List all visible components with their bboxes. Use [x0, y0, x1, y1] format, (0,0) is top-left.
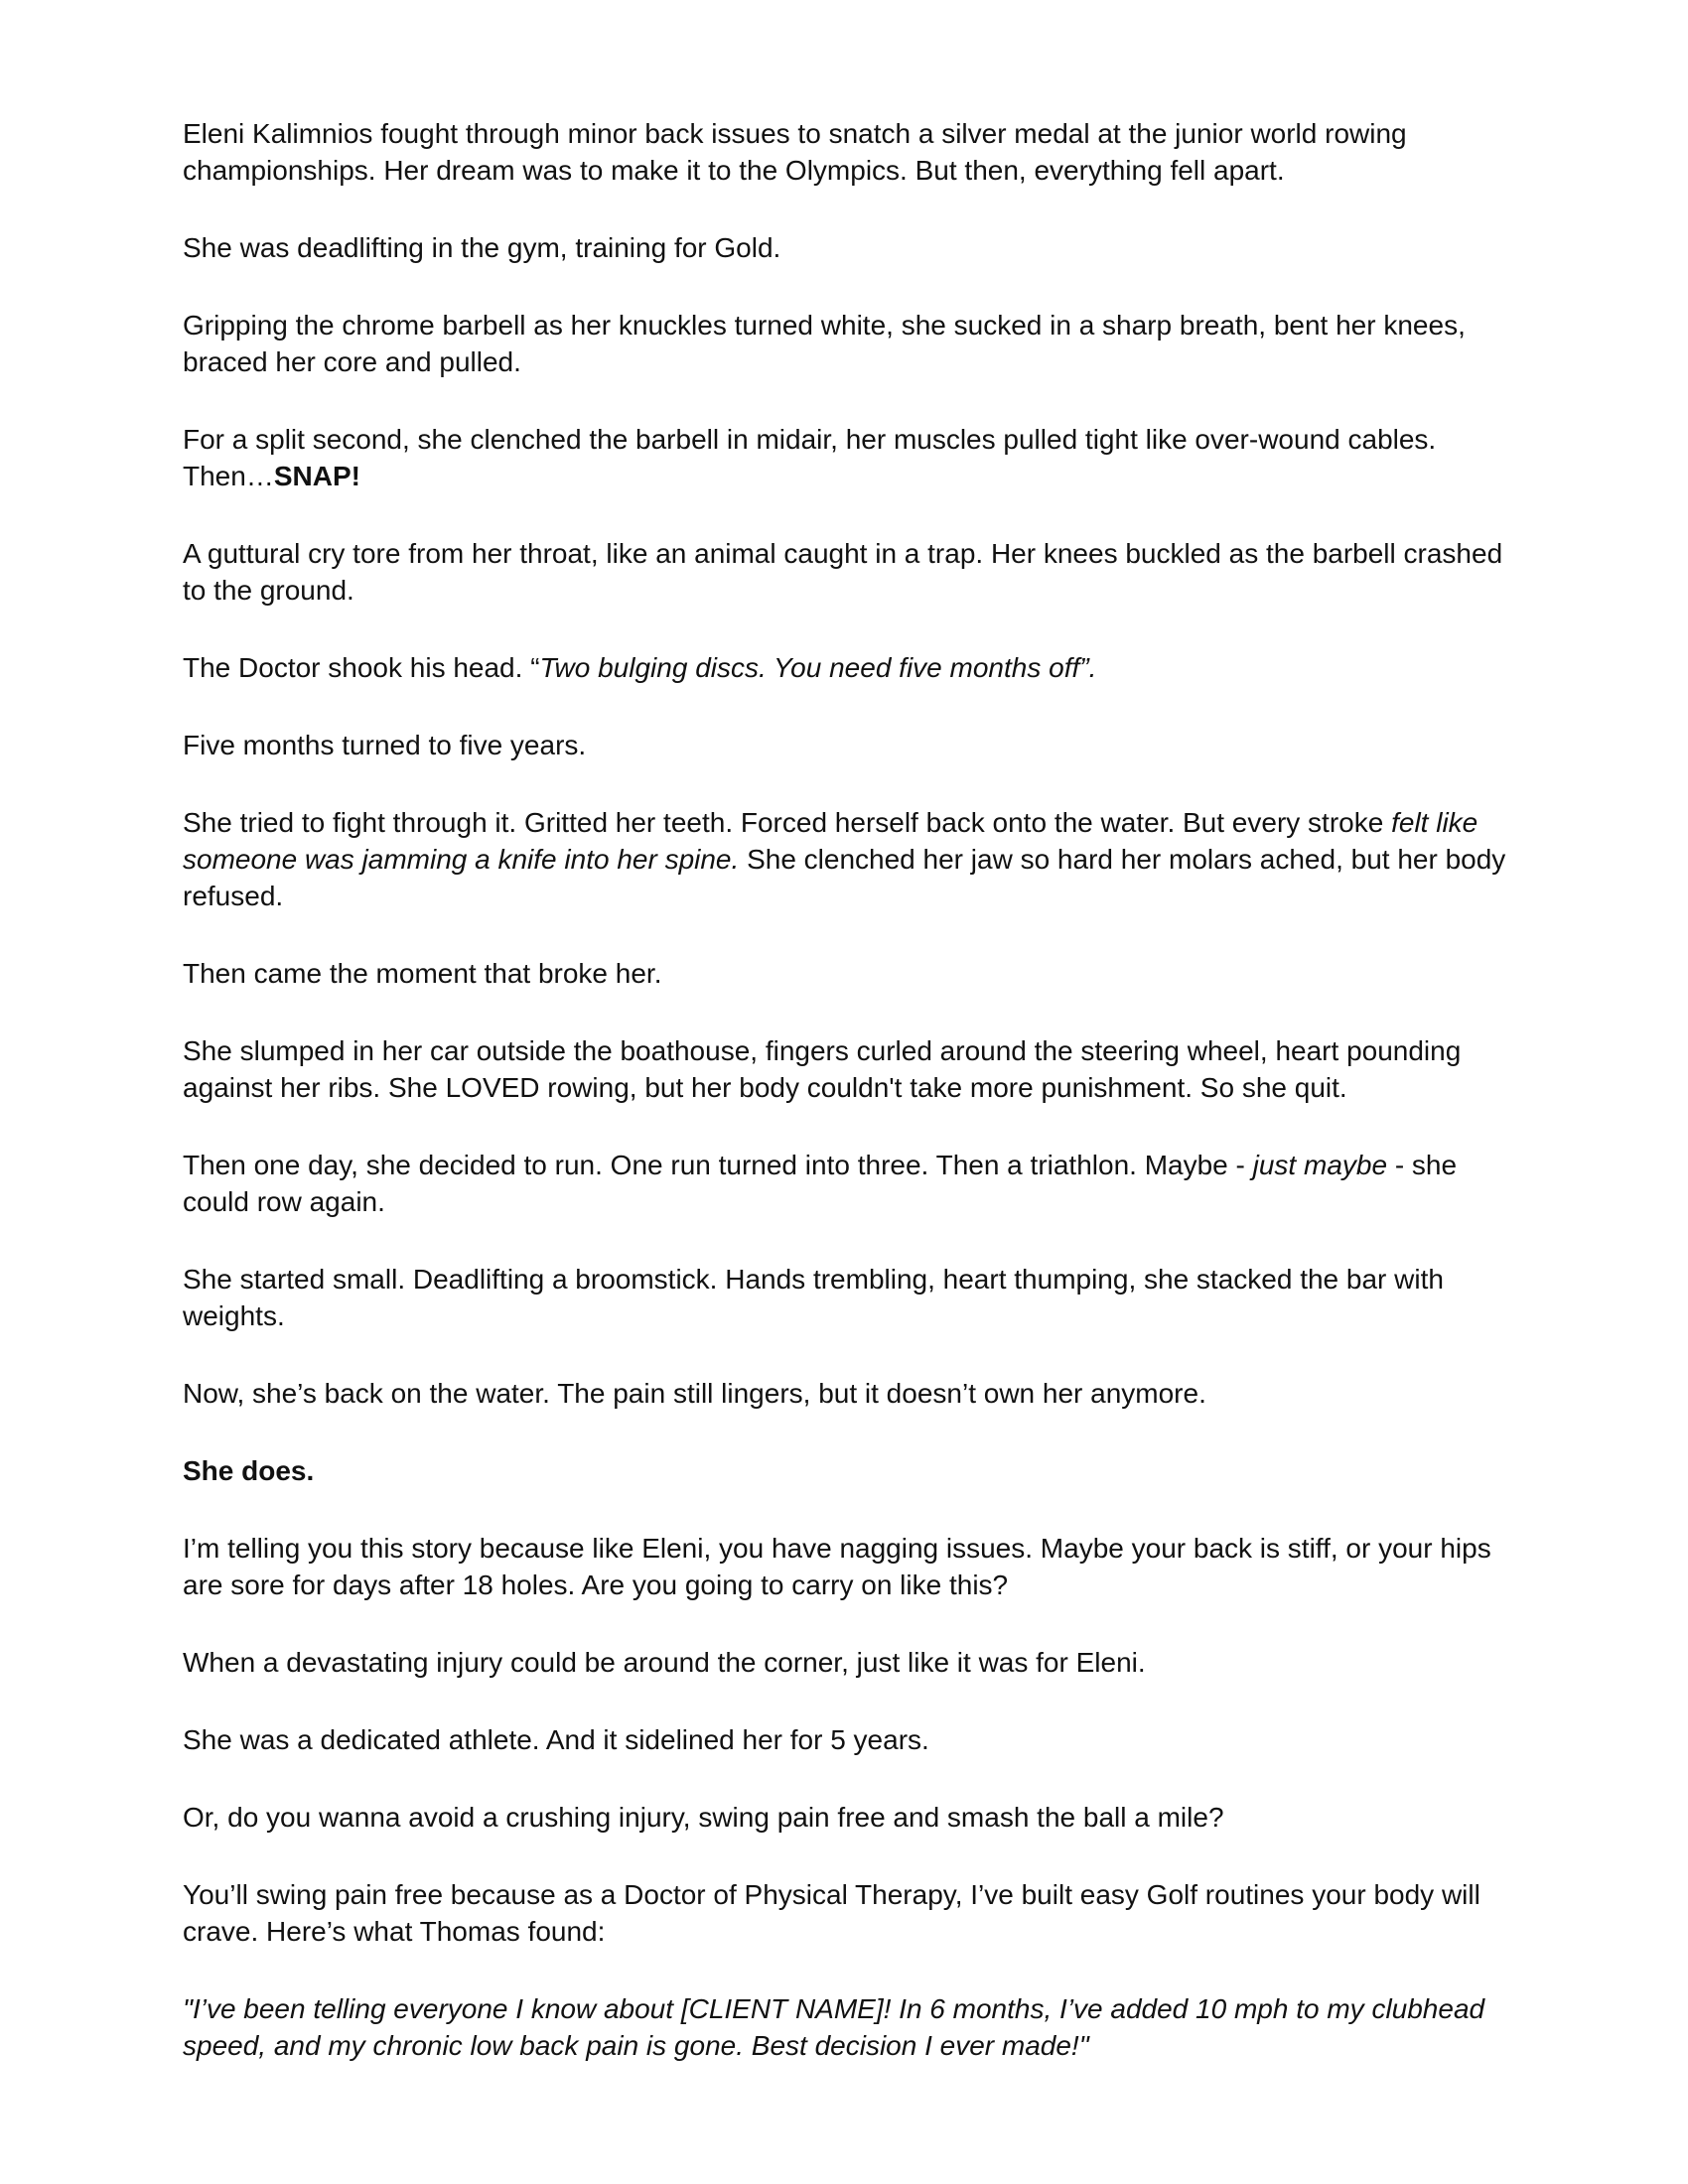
she-does-emphasis: She does.: [183, 1455, 315, 1486]
paragraph-fight: [183, 804, 1509, 914]
paragraph-sidelined: [183, 1721, 1509, 1758]
paragraph-text: Now, she’s back on the water. The pain still lingers, but it doesn’t own her anymore.: [183, 1378, 1206, 1409]
paragraph-snap: [183, 421, 1509, 494]
paragraph-text: She was a dedicated athlete. And it sidelined her for 5 years.: [183, 1724, 929, 1755]
paragraph-gripping: [183, 307, 1509, 380]
paragraph-text: Or, do you wanna avoid a crushing injury, swing pain free and smash the ball a mile?: [183, 1802, 1224, 1833]
paragraph-text: She slumped in her car outside the boathouse, fingers curled around the steering wheel, heart pounding against her ribs. She LOVED rowing, but her body couldn't take more punishment. So she quit.: [183, 1035, 1462, 1103]
paragraph-cry: [183, 535, 1509, 609]
paragraph-deadlifting: [183, 229, 1509, 266]
paragraph-text: For a split second, she clenched the barbell in midair, her muscles pulled tight like over-wound cables. Then…: [183, 424, 1437, 491]
paragraph-text: She clenched her jaw so hard her molars ached, but her body refused.: [183, 844, 1506, 911]
paragraph-text: Gripping the chrome barbell as her knuckles turned white, she sucked in a sharp breath, bent her knees, braced her core and pulled.: [183, 310, 1466, 377]
paragraph-quit: [183, 1032, 1509, 1106]
paragraph-run: [183, 1147, 1509, 1220]
paragraph-five-years: [183, 727, 1509, 763]
paragraph-text: Then one day, she decided to run. One run turned into three. Then a triathlon. Maybe -: [183, 1150, 1253, 1180]
paragraph-intro: [183, 115, 1509, 189]
paragraph-telling: [183, 1530, 1509, 1603]
paragraph-text: The Doctor shook his head. “: [183, 652, 540, 683]
paragraph-back-on-water: [183, 1375, 1509, 1412]
paragraph-text: I’m telling you this story because like Eleni, you have nagging issues. Maybe your back is stiff, or your hips are sore for days after 18 holes. Are you going to carry on like this?: [183, 1533, 1491, 1600]
paragraph-routines: [183, 1876, 1509, 1950]
just-maybe-emphasis: just maybe: [1252, 1150, 1388, 1180]
paragraph-broke: [183, 955, 1509, 992]
paragraph-text: She started small. Deadlifting a broomstick. Hands trembling, heart thumping, she stacked the bar with weights.: [183, 1264, 1444, 1331]
testimonial-text: "I’ve been telling everyone I know about [CLIENT NAME]! In 6 months, I’ve added 10 mph to my clubhead speed, and my chronic low back pain is gone. Best decision I ever made!": [183, 1993, 1485, 2061]
paragraph-text: - she could row again.: [183, 1150, 1458, 1217]
snap-emphasis: SNAP!: [273, 461, 360, 491]
paragraph-text: You’ll swing pain free because as a Doctor of Physical Therapy, I’ve built easy Golf routines your body will crave. Here’s what Thomas found:: [183, 1879, 1480, 1947]
paragraph-question: [183, 1799, 1509, 1836]
testimonial-quote: [183, 1990, 1509, 2064]
paragraph-text: Five months turned to five years.: [183, 730, 587, 760]
paragraph-text: She tried to fight through it. Gritted her teeth. Forced herself back onto the water. But every stroke: [183, 807, 1392, 838]
paragraph-text: When a devastating injury could be around the corner, just like it was for Eleni.: [183, 1647, 1146, 1678]
paragraph-text: Eleni Kalimnios fought through minor back issues to snatch a silver medal at the junior world rowing championships. Her dream was to make it to the Olympics. But then, everything fell apart.: [183, 118, 1407, 186]
paragraph-she-does: [183, 1452, 1509, 1489]
paragraph-doctor: [183, 649, 1509, 686]
knife-emphasis: felt like someone was jamming a knife into her spine.: [183, 807, 1478, 875]
paragraph-small: [183, 1261, 1509, 1334]
paragraph-injury: [183, 1644, 1509, 1681]
paragraph-text: She was deadlifting in the gym, training for Gold.: [183, 232, 781, 263]
paragraph-text: Then came the moment that broke her.: [183, 958, 662, 989]
paragraph-text: A guttural cry tore from her throat, like an animal caught in a trap. Her knees buckled as the barbell crashed to the ground.: [183, 538, 1503, 606]
doctor-quote: Two bulging discs. You need five months off”.: [539, 652, 1097, 683]
